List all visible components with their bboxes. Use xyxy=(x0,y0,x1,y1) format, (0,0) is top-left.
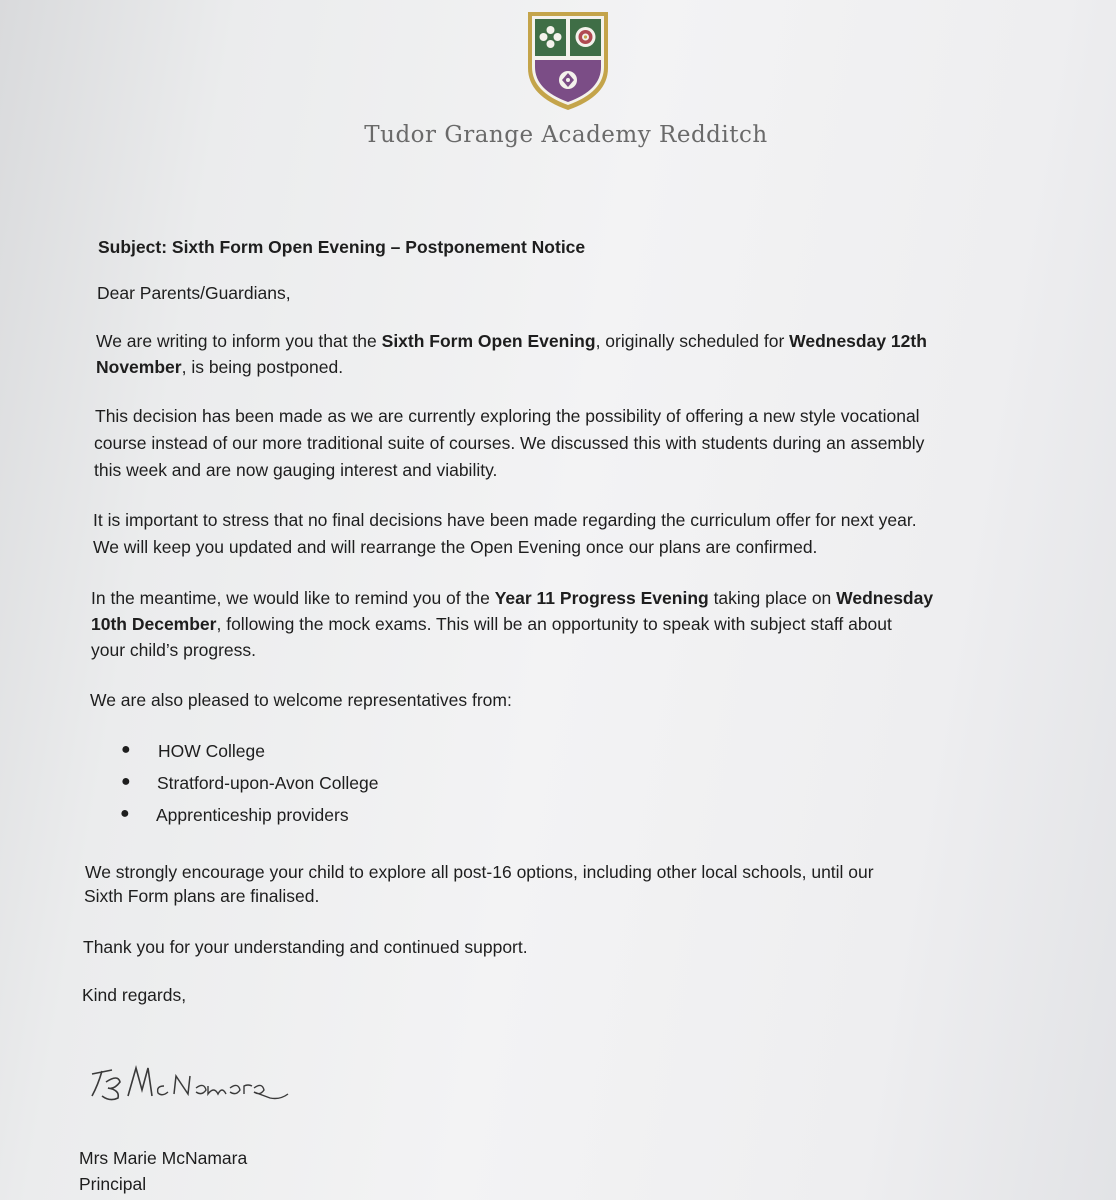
paragraph-5-line-1: We strongly encourage your child to explore all post-16 options, including other local schools, until our xyxy=(85,862,874,882)
p4-event-name: Year 11 Progress Evening xyxy=(494,588,709,608)
p1-event-name: Sixth Form Open Evening xyxy=(381,331,596,351)
paragraph-3-line-1: It is important to stress that no final decisions have been made regarding the curriculum offer for next year. xyxy=(93,510,917,530)
p1-date-part-2: November xyxy=(96,357,182,377)
paragraph-4-line-2 xyxy=(91,614,892,634)
p1-date-part-1: Wednesday 12th xyxy=(789,331,927,351)
paragraph-3-line-2: We will keep you updated and will rearrange the Open Evening once our plans are confirmed. xyxy=(93,537,818,557)
bullet-icon: ● xyxy=(120,805,130,822)
p1-text-c: , originally scheduled for xyxy=(595,331,790,351)
paragraph-4-line-3: your child’s progress. xyxy=(91,640,257,660)
closing-line: Kind regards, xyxy=(82,985,187,1005)
representatives-intro: We are also pleased to welcome representatives from: xyxy=(90,690,512,710)
p4-date-part-2: 10th December xyxy=(91,614,217,634)
subject-text: Subject: Sixth Form Open Evening – Postponement Notice xyxy=(98,237,586,257)
p1-text-f: , is being postponed. xyxy=(181,357,344,377)
bullet-icon: ● xyxy=(121,773,131,790)
salutation: Dear Parents/Guardians, xyxy=(97,283,291,303)
signature xyxy=(84,1060,304,1110)
p4-text-f: , following the mock exams. This will be an opportunity to speak with subject staff about xyxy=(216,614,892,634)
signatory-title: Principal xyxy=(79,1174,147,1194)
bullet-icon: ● xyxy=(121,741,131,758)
signatory-name: Mrs Marie McNamara xyxy=(79,1148,248,1168)
paragraph-1-line-2 xyxy=(96,357,343,377)
paragraph-4-line-1 xyxy=(91,588,933,608)
paragraph-2-line-3: this week and are now gauging interest and viability. xyxy=(94,460,498,480)
p4-text-c: taking place on xyxy=(708,588,837,608)
list-item: HOW College xyxy=(158,741,265,761)
p1-text-a: We are writing to inform you that the xyxy=(96,331,382,351)
school-name: Tudor Grange Academy Redditch xyxy=(364,122,768,148)
p4-text-a: In the meantime, we would like to remind you of the xyxy=(91,588,495,608)
paragraph-2-line-1: This decision has been made as we are currently exploring the possibility of offering a new style vocational xyxy=(95,406,920,426)
list-item: Apprenticeship providers xyxy=(156,805,349,825)
subject-line xyxy=(98,237,585,257)
paragraph-1-line-1 xyxy=(96,331,927,351)
list-item: Stratford-upon-Avon College xyxy=(157,773,379,793)
thanks-line: Thank you for your understanding and continued support. xyxy=(83,937,528,957)
paragraph-5-line-2: Sixth Form plans are finalised. xyxy=(84,886,320,906)
p4-date-part-1: Wednesday xyxy=(836,588,934,608)
paragraph-2-line-2: course instead of our more traditional suite of courses. We discussed this with students during an assembly xyxy=(94,433,925,453)
